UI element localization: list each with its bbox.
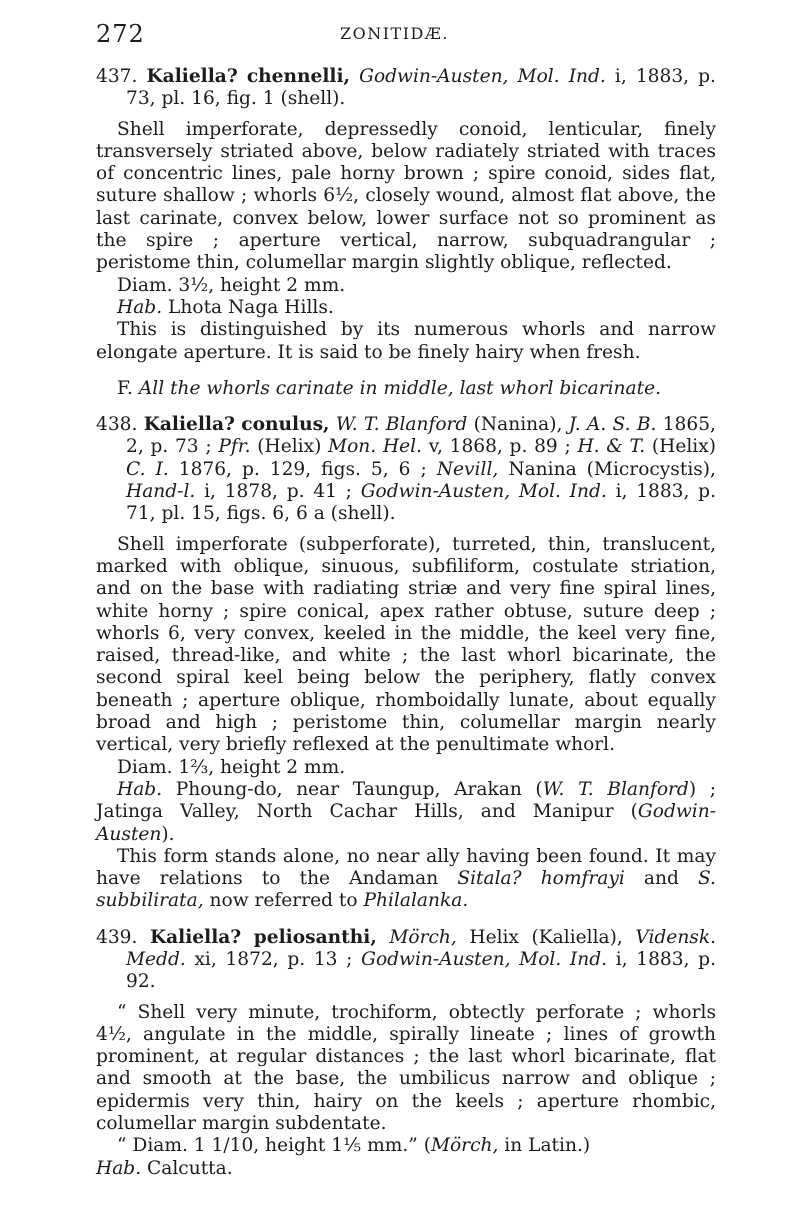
diameter-text: “ Diam. 1 1/10, height 1⅕ mm.” — [117, 1135, 418, 1157]
citation-details: i, 1883, p. 92. — [126, 948, 716, 993]
citation-details: i, 1878, p. 41 ; — [204, 481, 352, 503]
citation-author: Mörch, — [389, 926, 457, 948]
section-f-heading — [96, 378, 716, 400]
note-text: now referred to — [209, 890, 358, 912]
entry-number: 437. — [96, 66, 138, 87]
citation-details: v, 1868, p. 89 ; — [428, 436, 571, 458]
diameter-paren: in Latin.) — [504, 1135, 591, 1157]
entry-437-title — [96, 66, 716, 111]
note-taxon: S. subbilirata, — [96, 868, 716, 912]
citation-author: H. & T. — [577, 436, 646, 458]
entry-437-description: Shell imperforate, depressedly conoid, lenticular, finely transversely striated above, below radiately striated with traces of concentric lines, pale horny brown ; spire conoid, sides flat, suture shallow ; whorls 6½, closely wound, almost flat above, the last carinate, convex below, lower surface not so prominent as the spire ; aperture vertical, narrow, subquadrangular ; peristome thin, columellar margin slightly oblique, reflected. — [96, 118, 716, 274]
citation-journal: Hand-l. — [126, 481, 196, 503]
citation-details: i, 1883, p. 73, pl. 16, fig. 1 (shell). — [126, 66, 716, 110]
genus-name: Kaliella? — [146, 66, 238, 87]
habitat-text: ). — [161, 823, 175, 845]
entry-438-note — [96, 846, 716, 913]
body-text — [96, 66, 716, 1180]
section-text: All the whorls carinate in middle, last whorl bicarinate. — [138, 377, 661, 399]
section-label: F. — [117, 377, 133, 399]
citation-author: Godwin-Austen, Mol. Ind. — [360, 481, 607, 503]
species-name: peliosanthi, — [253, 926, 377, 948]
page-header — [0, 20, 800, 50]
entry-438-habitat — [96, 779, 716, 846]
citation-details: (Helix) — [651, 436, 716, 458]
entry-number: 439. — [96, 926, 138, 948]
note-taxon: Philalanka. — [363, 890, 469, 912]
citation-details: Helix (Kaliella), — [469, 926, 623, 948]
habitat-label: Hab. — [117, 296, 163, 318]
note-taxon: Sitala? homfrayi — [457, 868, 625, 890]
diameter-author: Mörch, — [430, 1135, 499, 1157]
note-text: This form stands alone, no near ally having been found. It may have relations to the Andaman — [96, 845, 716, 890]
entry-number: 438. — [96, 414, 138, 436]
habitat-text: Lhota Naga Hills. — [168, 296, 334, 318]
citation-author: Pfr. — [218, 436, 251, 458]
citation-details: 1876, p. 129, figs. 5, 6 ; — [178, 458, 427, 480]
citation-author: Godwin-Austen, Mol. Ind. — [361, 948, 608, 970]
habitat-text: ) ; Jatinga Valley, North Cachar Hills, and Manipur ( — [96, 778, 716, 823]
species-name: conulus, — [241, 414, 330, 436]
entry-437-habitat — [96, 297, 716, 319]
habitat-label: Hab. — [96, 1157, 142, 1179]
habitat-label: Hab. — [117, 778, 163, 800]
entry-439-description: “ Shell very minute, trochiform, obtectly perforate ; whorls 4½, angulate in the middle, spirally lineate ; lines of growth prominent, at regular distances ; the last whorl bicarinate, flat and smooth at the base, the umbilicus narrow and oblique ; epidermis very thin, hairy on the keels ; aperture rhombic, columellar margin subdentate. — [96, 1001, 716, 1135]
entry-438-description: Shell imperforate (subperforate), turreted, thin, translucent, marked with oblique, sinuous, subfiliform, costulate striation, and on the base with radiating striæ and very fine spiral lines, white horny ; spire conical, apex rather obtuse, suture deep ; whorls 6, very convex, keeled in the middle, the keel very fine, raised, thread-like, and white ; the last whorl bicarinate, the second spiral keel being below the periphery, flatly convex beneath ; aperture oblique, rhomboidally lunate, about equally broad and high ; peristome thin, columellar margin nearly vertical, very briefly reflexed at the penultimate whorl. — [96, 533, 716, 756]
habitat-collector: W. T. Blanford — [542, 778, 689, 800]
entry-439-habitat — [96, 1158, 716, 1180]
citation-details: xi, 1872, p. 13 ; — [194, 948, 353, 970]
habitat-text: Calcutta. — [147, 1157, 233, 1179]
citation-details: i, 1883, p. 71, pl. 15, figs. 6, 6 a (shell). — [126, 481, 716, 525]
citation-journal: Vidensk. Medd. — [126, 926, 717, 970]
citation-author: Godwin-Austen, Mol. Ind. — [359, 66, 606, 87]
genus-name: Kaliella? — [143, 414, 235, 436]
entry-438-diameter: Diam. 1⅔, height 2 mm. — [117, 756, 346, 778]
habitat-text: Phoung-do, near Taungup, Arakan ( — [175, 778, 543, 800]
note-text: and — [643, 868, 679, 890]
citation-journal: J. A. S. B. — [568, 414, 657, 436]
citation-journal: Mon. Hel. — [328, 436, 422, 458]
running-head: ZONITIDÆ. — [340, 24, 449, 43]
citation-details: (Helix) — [257, 436, 322, 458]
habitat-collector: Godwin-Austen — [96, 801, 716, 845]
entry-439-title — [96, 927, 716, 994]
entry-439-diameter — [96, 1135, 716, 1157]
citation-details: Nanina (Microcystis), — [508, 458, 716, 480]
citation-details: (Nanina), — [473, 414, 563, 436]
entry-437-diameter: Diam. 3½, height 2 mm. — [117, 274, 346, 296]
species-name: chennelli, — [246, 66, 351, 87]
citation-author: W. T. Blanford — [335, 414, 468, 436]
entry-437-note: This is distinguished by its numerous whorls and narrow elongate aperture. It is said to be finely hairy when fresh. — [96, 319, 716, 363]
diameter-paren: ( — [423, 1135, 431, 1157]
genus-name: Kaliella? — [149, 926, 242, 948]
entry-438-title — [96, 414, 716, 525]
citation-details: 1865, 2, p. 73 ; — [126, 414, 716, 458]
citation-journal: C. I. — [126, 458, 169, 480]
page-number: 272 — [96, 20, 145, 48]
citation-author: Nevill, — [436, 458, 499, 480]
